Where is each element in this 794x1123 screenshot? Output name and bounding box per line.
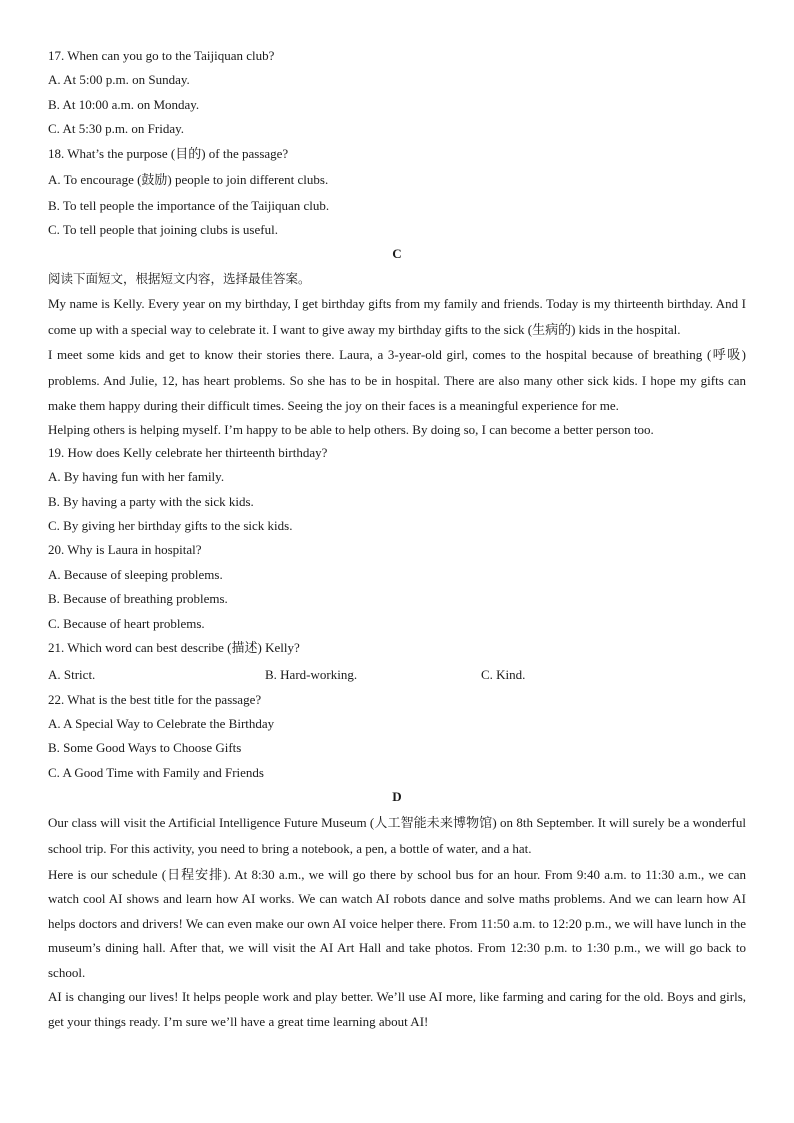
option-c: C. A Good Time with Family and Friends xyxy=(48,764,264,780)
option-b: B. By having a party with the sick kids. xyxy=(48,493,254,509)
option-a: A. A Special Way to Celebrate the Birthday xyxy=(48,715,275,731)
options-row xyxy=(48,661,746,688)
option-b: B. At 10:00 a.m. on Monday. xyxy=(48,96,200,112)
section-c-passage xyxy=(48,267,746,441)
option-c: C. Because of heart problems. xyxy=(48,615,205,631)
option-b: B. To tell people the importance of the Taijiquan club. xyxy=(48,198,330,214)
question-text: 20. Why is Laura in hospital? xyxy=(48,542,202,558)
section-c-instruction: 阅读下面短文，根据短文内容，选择最佳答案。 xyxy=(48,270,311,286)
option-b: B. Hard-working. xyxy=(265,666,358,682)
option-c: C. At 5:30 p.m. on Friday. xyxy=(48,121,185,137)
option-a: A. Because of sleeping problems. xyxy=(48,566,223,582)
question-19 xyxy=(48,441,746,539)
passage-paragraph: Here is our schedule (日程安排). At 8:30 a.m., we will go there by school bus for an hour. From 9:40 a.m. to 11:30 a.m., we can watch cool AI shows and learn how AI works. We can watch AI robots dance and solve maths problems. And we can learn how AI helps doctors and drivers! We can even make our own AI voice helper there. From 11:50 a.m. to 12:20 p.m., we will have lunch in the museum’s dining hall. After that, we will visit the AI Art Hall and take photos. From 12:30 p.m. to 1:30 p.m., we will go back to school. xyxy=(48,866,746,980)
question-22 xyxy=(48,688,746,786)
question-text: 18. What’s the purpose (目的) of the passage? xyxy=(48,145,289,161)
question-text: 21. Which word can best describe (描述) Kelly? xyxy=(48,640,300,656)
question-text: 19. How does Kelly celebrate her thirteenth birthday? xyxy=(48,444,328,460)
option-b: B. Because of breathing problems. xyxy=(48,591,228,607)
option-a: A. At 5:00 p.m. on Sunday. xyxy=(48,72,190,88)
section-d-passage xyxy=(48,810,746,1035)
question-21 xyxy=(48,636,746,687)
option-c: C. To tell people that joining clubs is useful. xyxy=(48,222,278,238)
exam-page xyxy=(48,44,746,1034)
section-d-heading: D xyxy=(392,789,402,805)
question-17 xyxy=(48,44,746,142)
question-text: 22. What is the best title for the passage? xyxy=(48,691,262,707)
passage-paragraph: Helping others is helping myself. I’m happy to be able to help others. By doing so, I can become a better person too. xyxy=(48,421,654,437)
question-20 xyxy=(48,538,746,636)
passage-paragraph: Our class will visit the Artificial Intelligence Future Museum (人工智能未来博物馆) on 8th September. It will surely be a wonderful school trip. For this activity, you need to bring a notebook, a pen, a bottle of water, and a hat. xyxy=(48,814,746,857)
passage-paragraph: My name is Kelly. Every year on my birthday, I get birthday gifts from my family and friends. Today is my thirteenth birthday. And I come up with a special way to celebrate it. I want to give away my birthday gifts to the sick (生病的) kids in the hospital. xyxy=(48,296,746,337)
option-a: A. To encourage (鼓励) people to join different clubs. xyxy=(48,172,329,188)
passage-paragraph: AI is changing our lives! It helps people work and play better. We’ll use AI more, like farming and caring for the old. Boys and girls, get your things ready. I’m sure we’ll have a great time learning about AI! xyxy=(48,989,746,1029)
option-c: C. Kind. xyxy=(481,666,526,682)
option-a: A. Strict. xyxy=(48,666,96,682)
passage-paragraph: I meet some kids and get to know their stories there. Laura, a 3-year-old girl, comes to the hospital because of breathing (呼吸) problems. And Julie, 12, has heart problems. So she has to be in hospital. There are also many other sick kids. I hope my gifts can make them happy during their difficult times. Seeing the joy on their faces is a meaningful experience for me. xyxy=(48,347,746,414)
option-a: A. By having fun with her family. xyxy=(48,469,225,485)
section-c-heading: C xyxy=(392,246,402,262)
option-b: B. Some Good Ways to Choose Gifts xyxy=(48,740,242,756)
question-text: 17. When can you go to the Taijiquan club? xyxy=(48,48,275,63)
question-18 xyxy=(48,142,746,243)
option-c: C. By giving her birthday gifts to the sick kids. xyxy=(48,518,293,534)
